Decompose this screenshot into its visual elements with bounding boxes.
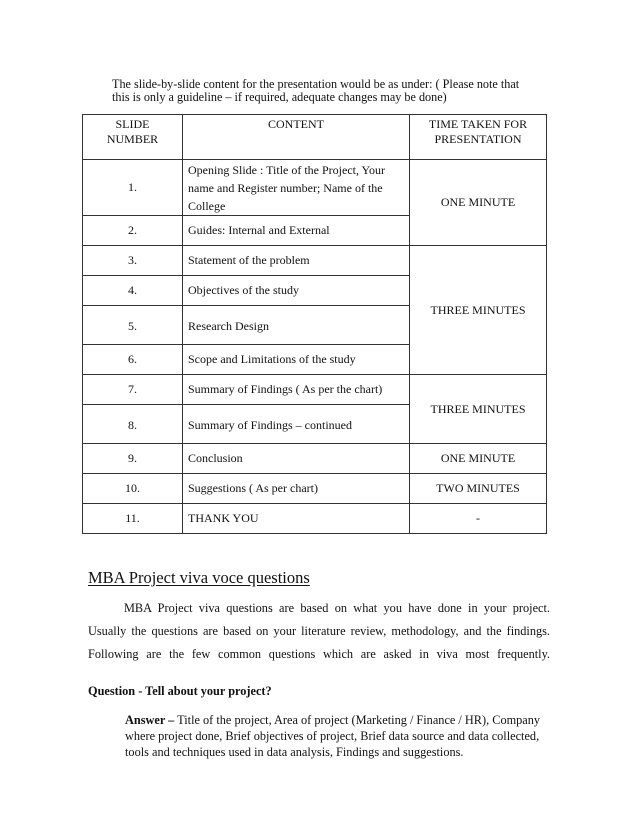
- table-row: [83, 160, 547, 216]
- intro-note: [112, 78, 552, 104]
- table-row: [83, 246, 547, 276]
- slide-number: 6.: [83, 345, 183, 375]
- slide-content: THANK YOU: [183, 504, 410, 534]
- table-row: [83, 375, 547, 405]
- slide-number: 11.: [83, 504, 183, 534]
- time-taken: TWO MINUTES: [410, 474, 547, 504]
- header-slide-number: SLIDE NUMBER: [83, 115, 183, 160]
- slide-content: Summary of Findings – continued: [183, 405, 410, 444]
- time-taken: THREE MINUTES: [410, 375, 547, 444]
- time-taken: -: [410, 504, 547, 534]
- slide-content: Research Design: [183, 306, 410, 345]
- slide-number: 3.: [83, 246, 183, 276]
- answer-label: Answer –: [125, 713, 175, 727]
- slide-number: 9.: [83, 444, 183, 474]
- table-row: [83, 504, 547, 534]
- header-time-taken: TIME TAKEN FOR PRESENTATION: [410, 115, 547, 160]
- time-taken: ONE MINUTE: [410, 444, 547, 474]
- header-content: CONTENT: [183, 115, 410, 160]
- section-heading: MBA Project viva voce questions: [88, 568, 310, 587]
- time-taken: ONE MINUTE: [410, 160, 547, 246]
- slide-content: Statement of the problem: [183, 246, 410, 276]
- slide-number: 4.: [83, 276, 183, 306]
- paragraph-line: MBA Project viva questions are based on what you have done in your project.: [124, 601, 550, 615]
- slide-number: 1.: [83, 160, 183, 216]
- slide-content: Scope and Limitations of the study: [183, 345, 410, 375]
- table-header-row: [83, 115, 547, 160]
- slide-content-table: [82, 114, 547, 534]
- slide-number: 8.: [83, 405, 183, 444]
- intro-line-2: this is only a guideline – if required, adequate changes may be done): [112, 90, 447, 104]
- answer-body: Title of the project, Area of project (Marketing / Finance / HR), Company where project done, Brief objectives of project, Brief data source and data collected, tools and techniques used in data analysis, Findings and suggestions.: [125, 713, 541, 759]
- slide-content: Suggestions ( As per chart): [183, 474, 410, 504]
- time-taken: THREE MINUTES: [410, 246, 547, 375]
- slide-content: Objectives of the study: [183, 276, 410, 306]
- slide-number: 5.: [83, 306, 183, 345]
- slide-number: 2.: [83, 216, 183, 246]
- slide-content: Guides: Internal and External: [183, 216, 410, 246]
- slide-content: Conclusion: [183, 444, 410, 474]
- paragraph-line: Following are the few common questions which are asked in viva most frequently.: [88, 647, 550, 661]
- slide-number: 7.: [83, 375, 183, 405]
- intro-paragraph: [88, 597, 550, 666]
- slide-content: Summary of Findings ( As per the chart): [183, 375, 410, 405]
- paragraph-line: Usually the questions are based on your literature review, methodology, and the findings.: [88, 624, 550, 638]
- question-heading: Question - Tell about your project?: [88, 684, 272, 698]
- table-row: [83, 474, 547, 504]
- answer-text: [125, 712, 555, 760]
- table-row: [83, 444, 547, 474]
- slide-number: 10.: [83, 474, 183, 504]
- intro-line-1: The slide-by-slide content for the presentation would be as under: ( Please note that: [112, 77, 520, 91]
- slide-content: Opening Slide : Title of the Project, Your name and Register number; Name of the College: [183, 160, 410, 216]
